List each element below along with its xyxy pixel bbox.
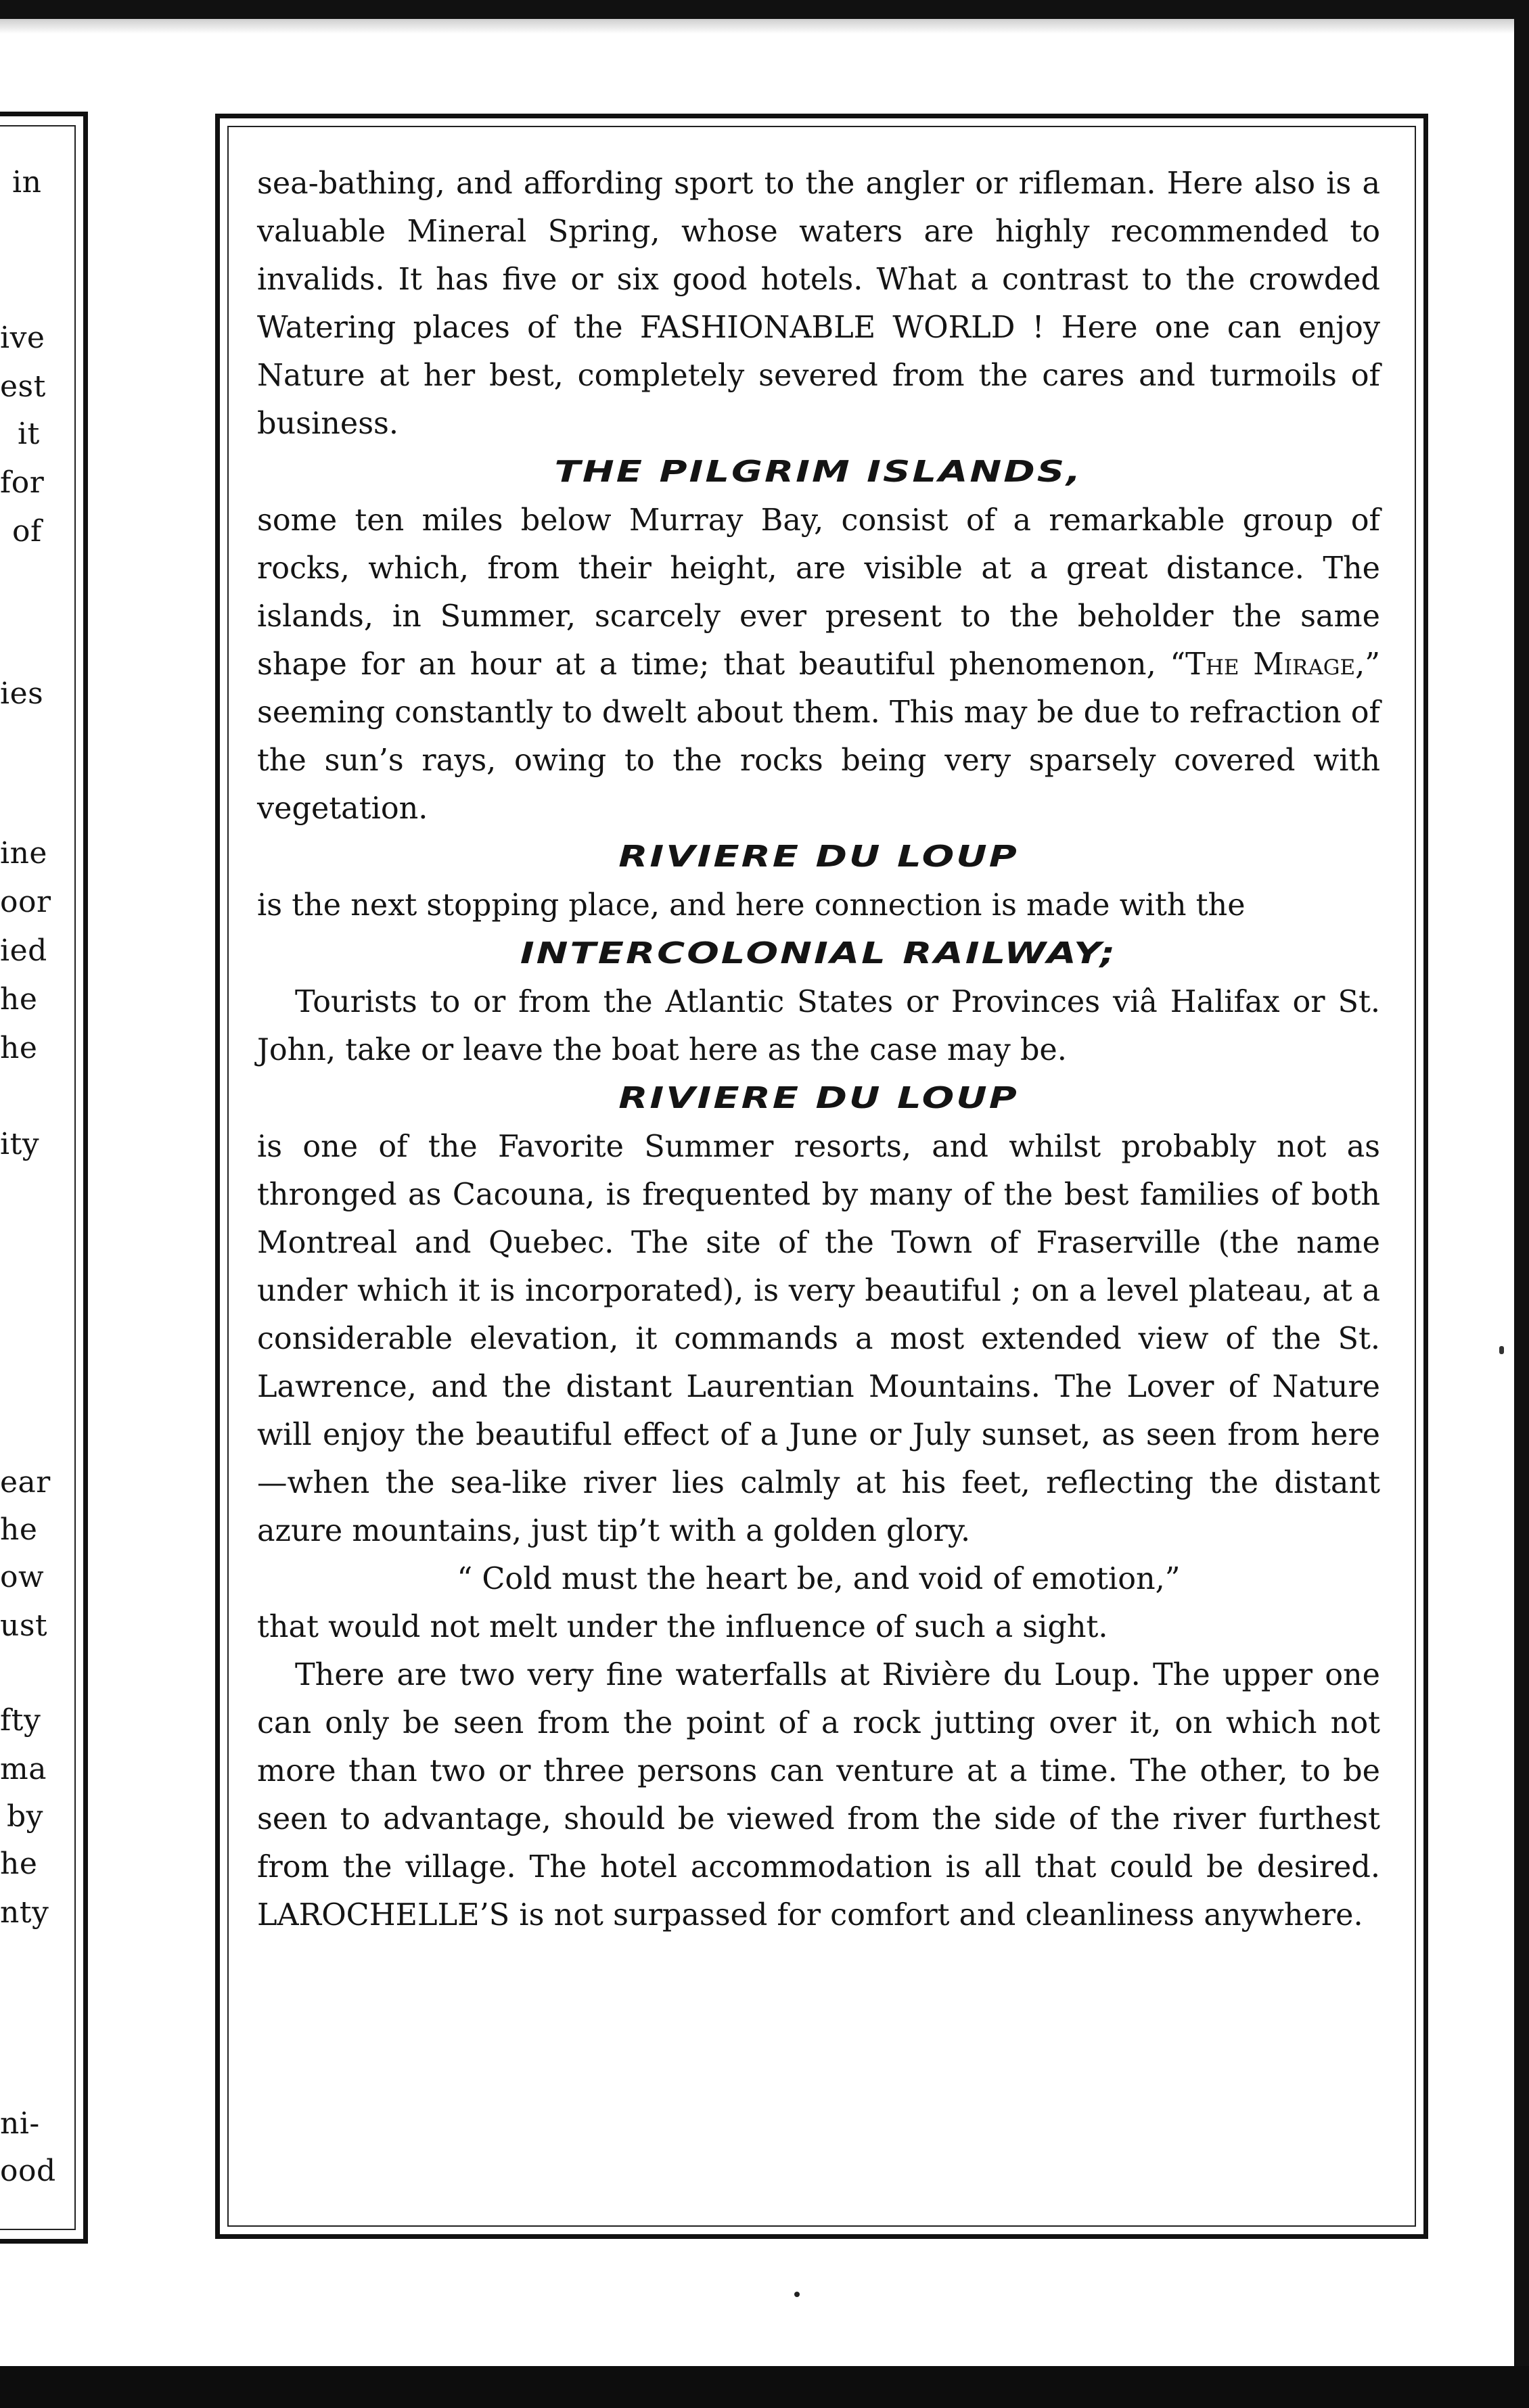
left-fragment: oor (0, 885, 51, 919)
heading-pilgrim-islands: THE PILGRIM ISLANDS, (554, 455, 1083, 489)
left-fragment: ive (0, 321, 45, 355)
left-fragment: he (0, 1847, 38, 1881)
left-fragment: for (0, 465, 45, 500)
heading-riviere-du-loup-1: RIVIERE DU LOUP (618, 839, 1019, 874)
after-quote-paragraph: that would not melt under the influence of such a sight. (257, 1610, 1108, 1644)
left-fragment: ity (0, 1127, 40, 1161)
left-fragment: ies (0, 676, 44, 711)
left-fragment: ied (0, 933, 47, 968)
mirage-term: The Mirage, (1185, 647, 1365, 682)
left-fragment: in (12, 165, 42, 200)
left-fragment: ma (0, 1752, 47, 1786)
left-fragment: ni- (0, 2106, 40, 2141)
waterfalls-paragraph: There are two very fine waterfalls at Rivière du Loup. The upper one can only be seen from the point of a rock jutting over it, on which not more than two or three persons can venture at a time. The other, to be seen to advantage, should be viewed from the side of the river furthest from the village. The hotel accommodation is all that could be desired. LAROCHELLE’S is not surpassed for comfort and cleanliness anywhere. (257, 1658, 1380, 1932)
scan-top-edge (0, 0, 1529, 19)
resort-paragraph: is one of the Favorite Summer resorts, and whilst probably not as thronged as Cacouna, is frequented by many of the best families of both Montreal and Quebec. The site of the Town of Fraserville (the name under which it is incorporated), is very beautiful ; on a level plateau, at a considerable elevation, it commands a most extended view of the St. Lawrence, and the distant Laurentian Mountains. The Lover of Nature will enjoy the beautiful effect of a June or July sunset, as seen from here—when the sea-like river lies calmly at his feet, reflecting the distant azure mountains, just tip’t with a golden glory. (257, 1130, 1380, 1548)
heading-intercolonial-railway: INTERCOLONIAL RAILWAY; (520, 936, 1118, 971)
page-speck (794, 2292, 800, 2297)
left-fragment: fty (0, 1703, 41, 1738)
pilgrim-text-2: ” seeming constantly to dwelt about them. This may be due to refraction of the sun’s rays, owing to the rocks being very sparsely covered with vegetation. (257, 647, 1380, 826)
left-fragment: he (0, 1031, 38, 1065)
quote-line: “ Cold must the heart be, and void of emotion,” (457, 1562, 1181, 1596)
left-fragment: ow (0, 1560, 45, 1594)
left-fragment: he (0, 1512, 38, 1547)
next-stop-paragraph: is the next stopping place, and here connection is made with the (257, 888, 1246, 923)
left-fragment: est (0, 369, 46, 404)
left-fragment: ine (0, 836, 47, 871)
left-fragment: ust (0, 1608, 48, 1643)
left-fragment: ood (0, 2154, 56, 2188)
scan-right-edge (1514, 0, 1529, 2408)
pilgrim-paragraph (257, 496, 1380, 833)
scan-top-shadow (0, 19, 1529, 34)
pilgrim-text-1: some ten miles below Murray Bay, consist of a remarkable group of rocks, which, from their height, are visible at a great distance. The islands, in Summer, scarcely ever present to the beholder the same shape for an hour at a time; that beautiful phenomenon, “ (257, 503, 1380, 682)
scan-bottom-edge (0, 2366, 1529, 2408)
left-fragment: he (0, 982, 38, 1017)
tourists-paragraph: Tourists to or from the Atlantic States or Provinces viâ Halifax or St. John, take or leave the boat here as the case may be. (257, 985, 1380, 1067)
left-fragment: by (7, 1799, 44, 1834)
left-fragment: nty (0, 1895, 49, 1930)
heading-riviere-du-loup-2: RIVIERE DU LOUP (618, 1081, 1019, 1115)
left-fragment: of (12, 514, 42, 549)
page-body (257, 160, 1380, 1939)
intro-paragraph: sea-bathing, and affording sport to the angler or rifleman. Here also is a valuable Mineral Spring, whose waters are highly recommended to invalids. It has five or six good hotels. What a contrast to the crowded Watering places of the FASHIONABLE WORLD ! Here one can enjoy Nature at her best, completely severed from the cares and turmoils of business. (257, 166, 1380, 441)
left-fragment: it (18, 417, 40, 451)
page-speck-right (1499, 1346, 1504, 1354)
left-fragment: ear (0, 1465, 51, 1500)
